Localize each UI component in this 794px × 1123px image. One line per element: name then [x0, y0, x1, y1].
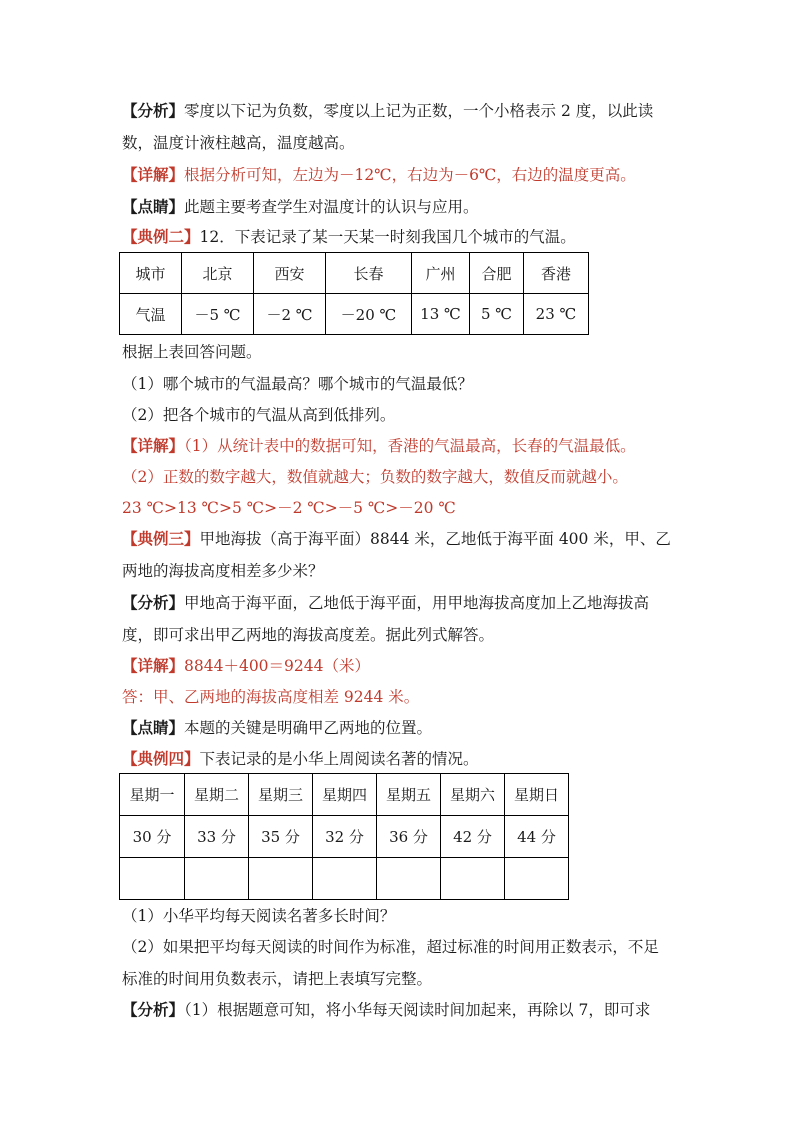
table-cell: 星期一 [120, 774, 185, 816]
example-two-answer-3: 23 ℃>13 ℃>5 ℃>－2 ℃>－5 ℃>－20 ℃ [122, 499, 456, 517]
detail-text: （1）从统计表中的数据可知，香港的气温最高，长春的气温最低。 [184, 437, 636, 455]
table-cell: 星期四 [313, 774, 377, 816]
example-four-analysis [122, 1000, 650, 1020]
table-cell-empty [313, 858, 377, 900]
table-row-empty [120, 858, 569, 900]
note-paragraph [122, 197, 479, 217]
example-three-heading [122, 529, 671, 549]
table-cell: 西安 [254, 253, 326, 294]
table-cell: 30 分 [120, 816, 185, 858]
table-cell-empty [441, 858, 505, 900]
example-three-tag: 【典例三】 [122, 529, 200, 548]
table-cell: －5 ℃ [182, 294, 254, 335]
example-two-detail [122, 436, 636, 456]
table-row [120, 294, 589, 335]
example-four-heading [122, 749, 479, 769]
analysis-tag: 【分析】 [122, 1000, 185, 1019]
example-three-analysis [122, 593, 649, 613]
example-four-question-2: （2）如果把平均每天阅读的时间作为标准，超过标准的时间用正数表示，不足 [122, 938, 659, 956]
table-cell: 香港 [524, 253, 589, 294]
table-row [120, 774, 569, 816]
note-tag: 【点睛】 [122, 718, 185, 737]
example-four-text: 下表记录的是小华上周阅读名著的情况。 [199, 750, 479, 768]
detail-text: 根据分析可知，左边为－12℃，右边为－6℃，右边的温度更高。 [184, 166, 636, 184]
example-two-answer-2: （2）正数的数字越大，数值就越大；负数的数字越大，数值反而就越小。 [122, 468, 628, 486]
example-four-tag: 【典例四】 [122, 749, 200, 768]
table-cell: 广州 [412, 253, 470, 294]
table-cell: 35 分 [249, 816, 313, 858]
note-tag: 【点睛】 [122, 197, 185, 216]
example-three-line-2: 两地的海拔高度相差多少米？ [122, 562, 324, 580]
analysis-text: 零度以下记为负数，零度以上记为正数，一个小格表示 2 度，以此读 [184, 102, 654, 120]
table-cell-empty [377, 858, 441, 900]
table-cell: －20 ℃ [326, 294, 412, 335]
table-cell-empty [120, 858, 185, 900]
example-two-heading [122, 227, 576, 247]
table-cell: 星期日 [505, 774, 569, 816]
table-row [120, 253, 589, 294]
table-cell-empty [249, 858, 313, 900]
table-cell: 城市 [120, 253, 182, 294]
note-text: 此题主要考查学生对温度计的认识与应用。 [184, 198, 479, 216]
analysis-paragraph-line-2: 数，温度计液柱越高，温度越高。 [122, 134, 355, 152]
table-cell: 23 ℃ [524, 294, 589, 335]
detail-tag: 【详解】 [122, 656, 185, 675]
example-three-detail [122, 656, 370, 676]
example-three-analysis-line-2: 度，即可求出甲乙两地的海拔高度差。据此列式解答。 [122, 626, 495, 644]
example-four-question-1: （1）小华平均每天阅读名著多长时间？ [122, 907, 396, 925]
table-row [120, 816, 569, 858]
table-cell: 星期六 [441, 774, 505, 816]
question-1: （1）哪个城市的气温最高？哪个城市的气温最低？ [122, 375, 473, 393]
table-cell: －2 ℃ [254, 294, 326, 335]
table-cell: 44 分 [505, 816, 569, 858]
table-cell: 42 分 [441, 816, 505, 858]
table-cell: 32 分 [313, 816, 377, 858]
analysis-paragraph-line-1 [122, 101, 653, 121]
table-cell-empty [185, 858, 249, 900]
example-two-text: 12．下表记录了某一天某一时刻我国几个城市的气温。 [199, 228, 576, 246]
table-cell: 33 分 [185, 816, 249, 858]
detail-text: 8844＋400＝9244（米） [184, 657, 370, 675]
table-cell-empty [505, 858, 569, 900]
table-cell: 气温 [120, 294, 182, 335]
example-three-text: 甲地海拔（高于海平面）8844 米，乙地低于海平面 400 米，甲、乙 [199, 530, 671, 548]
analysis-tag: 【分析】 [122, 101, 185, 120]
reading-time-table [119, 773, 569, 900]
table-cell: 合肥 [470, 253, 524, 294]
example-three-note [122, 718, 432, 738]
table-cell: 5 ℃ [470, 294, 524, 335]
table-cell: 星期五 [377, 774, 441, 816]
question-2: （2）把各个城市的气温从高到低排列。 [122, 406, 396, 424]
table-cell: 13 ℃ [412, 294, 470, 335]
detail-paragraph [122, 165, 636, 185]
analysis-text: 甲地高于海平面，乙地低于海平面，用甲地海拔高度加上乙地海拔高 [184, 594, 650, 612]
table-cell: 北京 [182, 253, 254, 294]
example-three-answer: 答：甲、乙两地的海拔高度相差 9244 米。 [122, 688, 420, 706]
analysis-tag: 【分析】 [122, 593, 185, 612]
analysis-text: （1）根据题意可知，将小华每天阅读时间加起来，再除以 7，即可求 [184, 1001, 651, 1019]
example-two-tag: 【典例二】 [122, 227, 200, 246]
detail-tag: 【详解】 [122, 165, 185, 184]
table-cell: 36 分 [377, 816, 441, 858]
temperature-table [119, 252, 589, 335]
question-intro: 根据上表回答问题。 [122, 343, 262, 361]
example-four-question-2-line-2: 标准的时间用负数表示，请把上表填写完整。 [122, 970, 433, 988]
detail-tag: 【详解】 [122, 436, 185, 455]
table-cell: 星期三 [249, 774, 313, 816]
table-cell: 长春 [326, 253, 412, 294]
table-cell: 星期二 [185, 774, 249, 816]
note-text: 本题的关键是明确甲乙两地的位置。 [184, 719, 433, 737]
